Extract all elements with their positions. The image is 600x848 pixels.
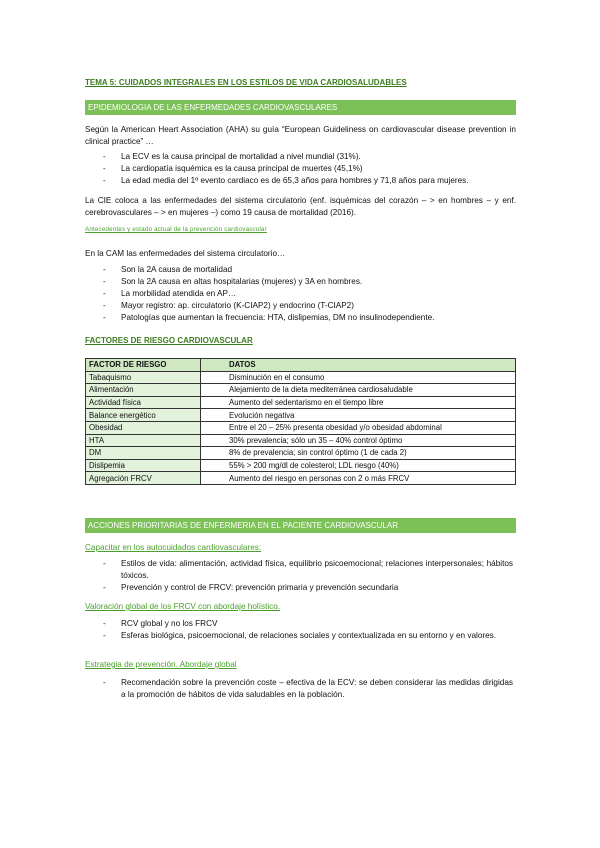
epidemiology-bullet-list xyxy=(103,151,513,187)
cie-paragraph: La CIE coloca a las enfermedades del sistema circulatorio (enf. isquémicas del corazón – > en hombres – y enf. cerebrovasculares – > en mujeres –) como 19 causa de mortalidad (2016). xyxy=(85,196,516,217)
list-item: - Patologías que aumentan la frecuencia: HTA, dislipemias, DM no insulinodependiente. xyxy=(103,312,513,324)
section-header-acciones: ACCIONES PRIORITARIAS DE ENFERMERIA EN EL PACIENTE CARDIOVASCULAR xyxy=(85,518,516,533)
factor-cell: DM xyxy=(86,447,201,460)
cam-intro: En la CAM las enfermedades del sistema circulatorio… xyxy=(85,249,286,258)
table-row xyxy=(86,472,516,485)
data-cell: 55% > 200 mg/dl de colesterol; LDL riesgo (40%) xyxy=(201,459,516,472)
list-item: - Esferas biológica, psicoemocional, de relaciones sociales y contextualizada en su entorno y en valores. xyxy=(103,630,513,642)
valoracion-bullet-list xyxy=(103,618,513,642)
section-header-epidemiologia: EPIDEMIOLOGIA DE LAS ENFERMEDADES CARDIOVASCULARES xyxy=(85,100,516,115)
table-row xyxy=(86,409,516,422)
list-item: - Estilos de vida: alimentación, actividad física, equilibrio psicoemocional; relaciones interpersonales; hábitos tóxicos. xyxy=(103,558,513,582)
table-row xyxy=(86,384,516,397)
autocuidados-bullet-list xyxy=(103,558,513,594)
column-header: DATOS xyxy=(201,359,516,372)
data-cell: Disminución en el consumo xyxy=(201,371,516,384)
data-cell: Evolución negativa xyxy=(201,409,516,422)
risk-factors-title: FACTORES DE RIESGO CARDIOVASCULAR xyxy=(85,336,253,345)
table-row xyxy=(86,396,516,409)
column-header: FACTOR DE RIESGO xyxy=(86,359,201,372)
factor-cell: Actividad física xyxy=(86,396,201,409)
factor-cell: Tabaquismo xyxy=(86,371,201,384)
data-cell: Aumento del riesgo en personas con 2 o más FRCV xyxy=(201,472,516,485)
list-item: - La cardiopatía isquémica es la causa principal de muertes (45,1%) xyxy=(103,163,513,175)
data-cell: Aumento del sedentarismo en el tiempo libre xyxy=(201,396,516,409)
factor-cell: Obesidad xyxy=(86,421,201,434)
table-header-row xyxy=(86,359,516,372)
list-item: - Mayor registro: ap. circulatorio (K-CIAP2) y endocrino (T-CIAP2) xyxy=(103,300,513,312)
table-row xyxy=(86,371,516,384)
antecedentes-subheading: Antecedentes y estado actual de la prevención cardiovascular xyxy=(85,226,267,233)
list-item: - Prevención y control de FRCV: prevención primaria y prevención secundaria xyxy=(103,582,513,594)
aha-intro-paragraph: Según la American Heart Association (AHA) su guía “European Guideliness on cardiovascular disease prevention in clinical practice” … xyxy=(85,125,516,146)
list-item: - La edad media del 1º evento cardiaco es de 65,3 años para hombres y 71,8 años para mujeres. xyxy=(103,175,513,187)
table-row xyxy=(86,459,516,472)
cam-bullet-list xyxy=(103,264,513,324)
factor-cell: Dislipemia xyxy=(86,459,201,472)
subheading-valoracion: Valoración global de los FRCV con abordaje holístico. xyxy=(85,602,281,611)
data-cell: 8% de prevalencia; sin control óptimo (1 de cada 2) xyxy=(201,447,516,460)
factor-cell: HTA xyxy=(86,434,201,447)
risk-factors-table xyxy=(85,358,516,485)
table-row xyxy=(86,447,516,460)
data-cell: 30% prevalencia; sólo un 35 – 40% control óptimo xyxy=(201,434,516,447)
factor-cell: Alimentación xyxy=(86,384,201,397)
list-item: - Son la 2A causa de mortalidad xyxy=(103,264,513,276)
list-item: - La ECV es la causa principal de mortalidad a nivel mundial (31%). xyxy=(103,151,513,163)
list-item: - Son la 2A causa en altas hospitalarias (mujeres) y 3A en hombres. xyxy=(103,276,513,288)
table-row xyxy=(86,434,516,447)
list-item: - Recomendación sobre la prevención coste – efectiva de la ECV: se deben considerar las medidas dirigidas a la promoción de hábitos de vida saludables en la población. xyxy=(103,677,513,701)
factor-cell: Agregación FRCV xyxy=(86,472,201,485)
factor-cell: Balance energético xyxy=(86,409,201,422)
data-cell: Alejamiento de la dieta mediterránea cardiosaludable xyxy=(201,384,516,397)
subheading-autocuidados: Capacitar en los autocuidados cardiovasculares: xyxy=(85,543,262,552)
document-title: TEMA 5: CUIDADOS INTEGRALES EN LOS ESTILOS DE VIDA CARDIOSALUDABLES xyxy=(85,78,407,87)
list-item: - La morbilidad atendida en AP… xyxy=(103,288,513,300)
subheading-estrategia: Estrategia de prevención. Abordaje global xyxy=(85,660,237,669)
list-item: - RCV global y no los FRCV xyxy=(103,618,513,630)
table-row xyxy=(86,421,516,434)
data-cell: Entre el 20 – 25% presenta obesidad y/o obesidad abdominal xyxy=(201,421,516,434)
estrategia-bullet-list xyxy=(103,677,513,701)
